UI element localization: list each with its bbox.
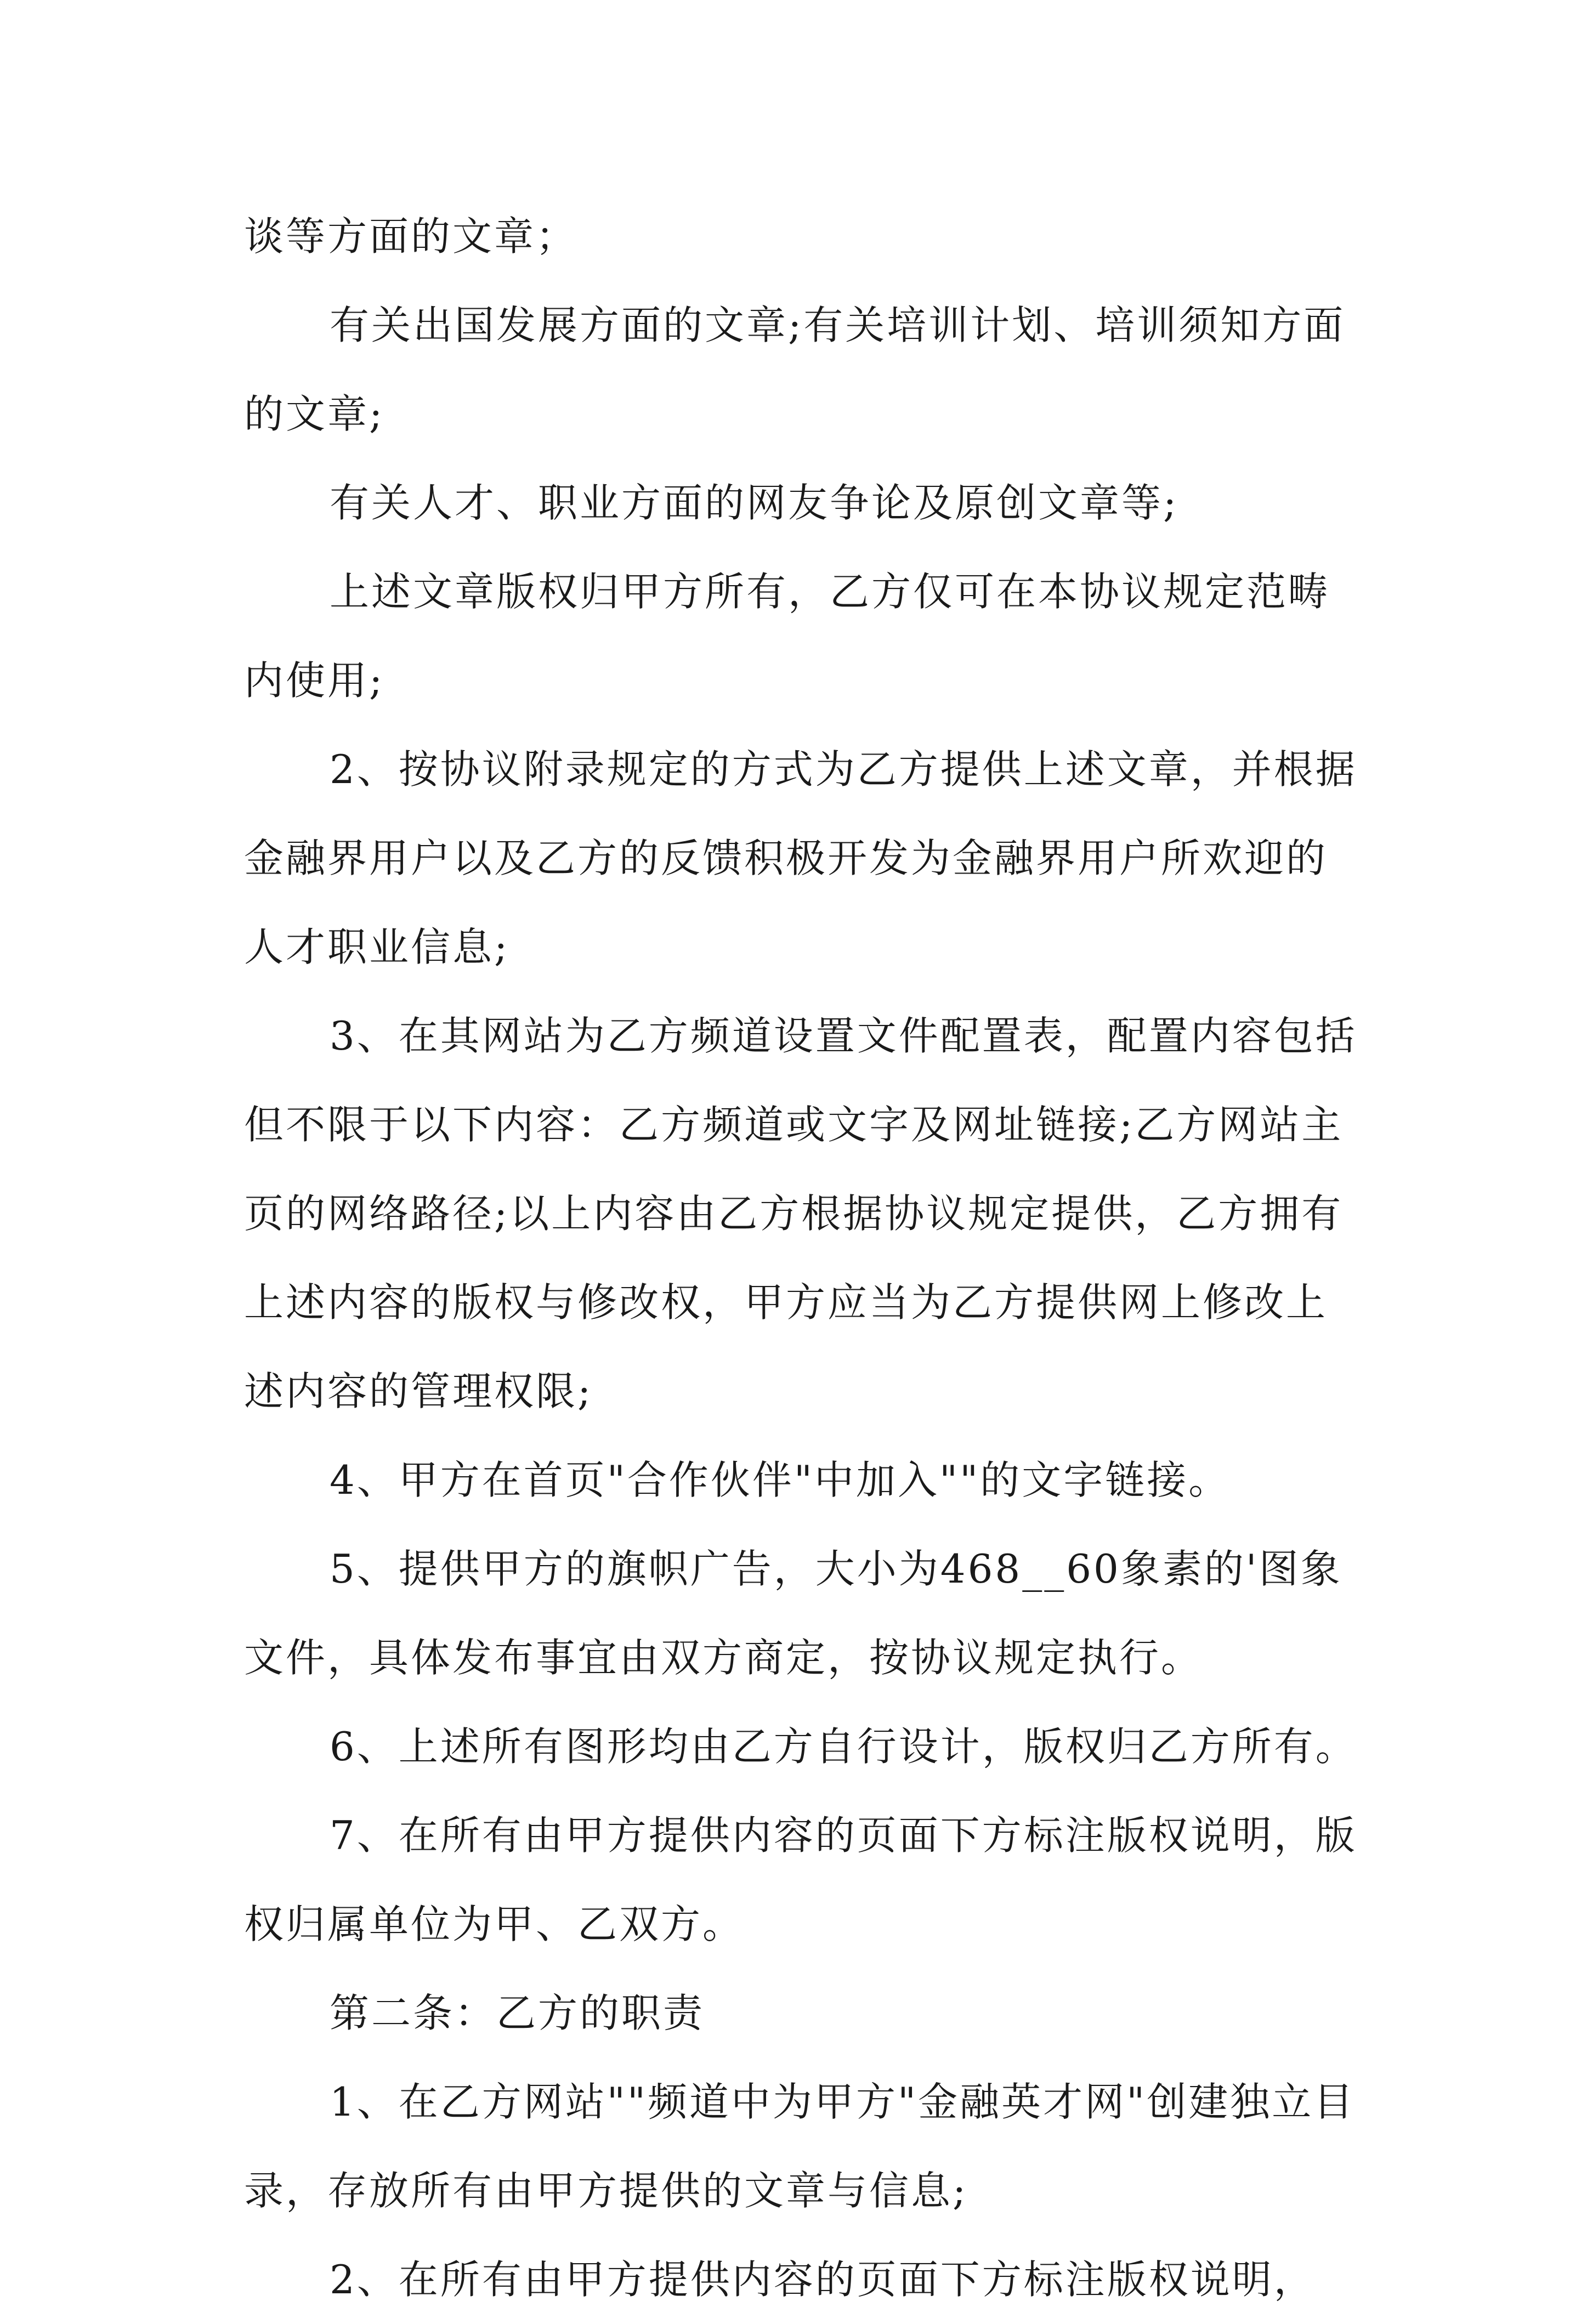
paragraph-item-7: 7、在所有由甲方提供内容的页面下方标注版权说明，版权归属单位为甲、乙双方。: [244, 1812, 1357, 1947]
paragraph-continuation: 谈等方面的文章；: [244, 213, 578, 259]
paragraph-overseas-training: 有关出国发展方面的文章;有关培训计划、培训须知方面的文章;: [244, 302, 1346, 437]
document-body: [244, 192, 1357, 2324]
paragraph-copyright: 上述文章版权归甲方所有，乙方仅可在本协议规定范畴内使用;: [244, 569, 1330, 704]
paragraph-party-b-item-1: 1、在乙方网站""频道中为甲方"金融英才网"创建独立目录，存放所有由甲方提供的文章与信息;: [244, 2079, 1356, 2214]
paragraph-item-5: 5、提供甲方的旗帜广告，大小为468__60象素的'图象文件，具体发布事宜由双方商定，按协议规定执行。: [244, 1546, 1342, 1681]
paragraph-item-3: 3、在其网站为乙方频道设置文件配置表，配置内容包括但不限于以下内容：乙方频道或文字及网址链接;乙方网站主页的网络路径;以上内容由乙方根据协议规定提供，乙方拥有上述内容的版权与修改权，甲方应当为乙方提供网上修改上述内容的管理权限;: [244, 1013, 1357, 1414]
section-heading-article-2: 第二条：乙方的职责: [330, 1990, 705, 2036]
paragraph-talent-career: 有关人才、职业方面的网友争论及原创文章等;: [330, 480, 1179, 526]
paragraph-item-6: 6、上述所有图形均由乙方自行设计，版权归乙方所有。: [330, 1724, 1357, 1770]
paragraph-item-4: 4、甲方在首页"合作伙伴"中加入""的文字链接。: [330, 1457, 1231, 1503]
paragraph-party-b-item-2: 2、在所有由甲方提供内容的页面下方标注版权说明，: [330, 2257, 1316, 2303]
paragraph-item-2: 2、按协议附录规定的方式为乙方提供上述文章，并根据金融界用户以及乙方的反馈积极开发为金融界用户所欢迎的人才职业信息;: [244, 746, 1357, 970]
